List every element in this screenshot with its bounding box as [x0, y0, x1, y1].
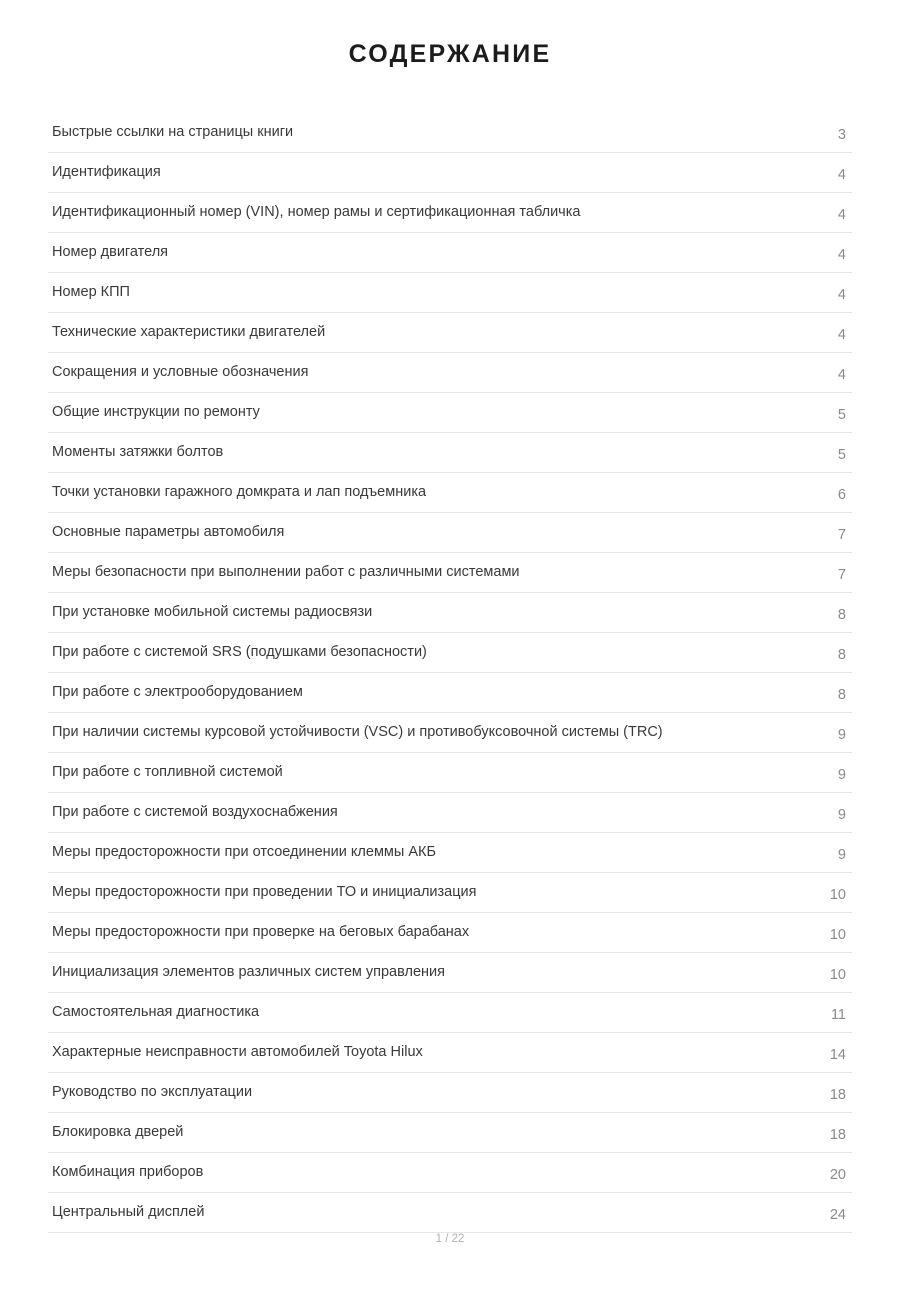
toc-entry[interactable] — [48, 433, 852, 473]
toc-entry-page: 5 — [837, 447, 846, 464]
toc-entry-page: 9 — [837, 727, 846, 744]
toc-entry-page: 7 — [837, 567, 846, 584]
toc-entry-label: Инициализация элементов различных систем управления — [52, 964, 445, 981]
toc-entry-label: Центральный дисплей — [52, 1204, 205, 1221]
toc-entry-label: Меры предосторожности при проведении ТО и инициализация — [52, 884, 477, 901]
toc-entry-page: 7 — [837, 527, 846, 544]
toc-entry-page: 11 — [830, 1007, 846, 1024]
toc-entry[interactable] — [48, 713, 852, 753]
toc-entry[interactable] — [48, 233, 852, 273]
toc-entry[interactable] — [48, 753, 852, 793]
toc-entry-label: Меры предосторожности при проверке на беговых барабанах — [52, 924, 470, 941]
toc-entry[interactable] — [48, 313, 852, 353]
toc-entry-page: 14 — [829, 1047, 846, 1064]
toc-entry-label: При работе с системой SRS (подушками безопасности) — [52, 644, 427, 661]
toc-entry[interactable] — [48, 393, 852, 433]
toc-entry[interactable] — [48, 633, 852, 673]
toc-entry-page: 4 — [837, 287, 846, 304]
toc-entry[interactable] — [48, 1153, 852, 1193]
toc-entry-label: Сокращения и условные обозначения — [52, 364, 309, 381]
toc-entry-page: 24 — [829, 1207, 846, 1224]
toc-entry-page: 9 — [837, 767, 846, 784]
toc-entry[interactable] — [48, 193, 852, 233]
toc-entry[interactable] — [48, 833, 852, 873]
page-title: СОДЕРЖАНИЕ — [348, 40, 552, 68]
toc-entry-page: 5 — [837, 407, 846, 424]
toc-entry-page: 20 — [829, 1167, 846, 1184]
toc-entry-page: 9 — [837, 847, 846, 864]
toc-entry[interactable] — [48, 153, 852, 193]
toc-entry-label: Быстрые ссылки на страницы книги — [52, 124, 294, 140]
toc-entry[interactable] — [48, 793, 852, 833]
toc-entry-label: Общие инструкции по ремонту — [52, 404, 260, 421]
toc-entry[interactable] — [48, 473, 852, 513]
toc-entry-label: При работе с топливной системой — [52, 764, 283, 781]
toc-entry-label: При работе с системой воздухоснабжения — [52, 804, 338, 821]
toc-entry-label: Точки установки гаражного домкрата и лап подъемника — [52, 484, 427, 501]
toc-entry-label: Моменты затяжки болтов — [52, 444, 224, 461]
toc-entry-page: 18 — [829, 1087, 846, 1104]
toc-entry-label: Номер КПП — [52, 284, 130, 301]
toc-entry-page: 10 — [829, 927, 846, 944]
toc-entry-page: 10 — [829, 967, 846, 984]
toc-entry-label: Руководство по эксплуатации — [52, 1084, 253, 1101]
toc-entry[interactable] — [48, 993, 852, 1033]
toc-entry-label: Блокировка дверей — [52, 1124, 184, 1141]
toc-entry[interactable] — [48, 273, 852, 313]
toc-entry-label: Меры безопасности при выполнении работ с различными системами — [52, 564, 520, 581]
toc-entry[interactable] — [48, 513, 852, 553]
toc-entry-page: 10 — [829, 887, 846, 904]
toc-entry[interactable] — [48, 353, 852, 393]
toc-entry[interactable] — [48, 1113, 852, 1153]
toc-entry-label: Технические характеристики двигателей — [52, 324, 326, 341]
toc-entry[interactable] — [48, 1033, 852, 1073]
toc-entry-label: Идентификация — [52, 164, 161, 181]
toc-entry-label: Номер двигателя — [52, 244, 169, 261]
table-of-contents — [48, 113, 852, 1233]
toc-entry[interactable] — [48, 1193, 852, 1233]
toc-entry-page: 4 — [837, 207, 846, 224]
toc-entry-label: Комбинация приборов — [52, 1164, 204, 1181]
page-footer: 1 / 22 — [435, 1233, 465, 1246]
toc-entry-page: 6 — [837, 487, 846, 504]
toc-entry-page: 8 — [837, 607, 846, 624]
toc-entry[interactable] — [48, 873, 852, 913]
toc-entry-label: Характерные неисправности автомобилей Toyota Hilux — [52, 1044, 423, 1061]
toc-entry-page: 8 — [837, 647, 846, 664]
toc-entry-label: Основные параметры автомобиля — [52, 524, 285, 541]
toc-entry-page: 4 — [837, 327, 846, 344]
toc-entry[interactable] — [48, 673, 852, 713]
toc-entry[interactable] — [48, 593, 852, 633]
toc-entry-page: 3 — [837, 127, 846, 144]
toc-entry-page: 8 — [837, 687, 846, 704]
toc-entry-page: 9 — [837, 807, 846, 824]
toc-entry-label: Самостоятельная диагностика — [52, 1004, 260, 1021]
toc-entry-label: При установке мобильной системы радиосвязи — [52, 604, 373, 621]
toc-entry[interactable] — [48, 953, 852, 993]
toc-entry-label: При работе с электрооборудованием — [52, 684, 303, 701]
toc-entry-page: 4 — [837, 247, 846, 264]
toc-entry[interactable] — [48, 913, 852, 953]
toc-entry-page: 18 — [829, 1127, 846, 1144]
toc-entry-label: Идентификационный номер (VIN), номер рамы и сертификационная табличка — [52, 204, 581, 221]
toc-entry-label: Меры предосторожности при отсоединении клеммы АКБ — [52, 844, 436, 861]
toc-entry-label: При наличии системы курсовой устойчивости (VSC) и противобуксовочной системы (TRC) — [52, 724, 663, 741]
toc-entry-page: 4 — [837, 167, 846, 184]
toc-entry-page: 4 — [837, 367, 846, 384]
toc-entry[interactable] — [48, 113, 852, 153]
toc-entry[interactable] — [48, 553, 852, 593]
toc-entry[interactable] — [48, 1073, 852, 1113]
